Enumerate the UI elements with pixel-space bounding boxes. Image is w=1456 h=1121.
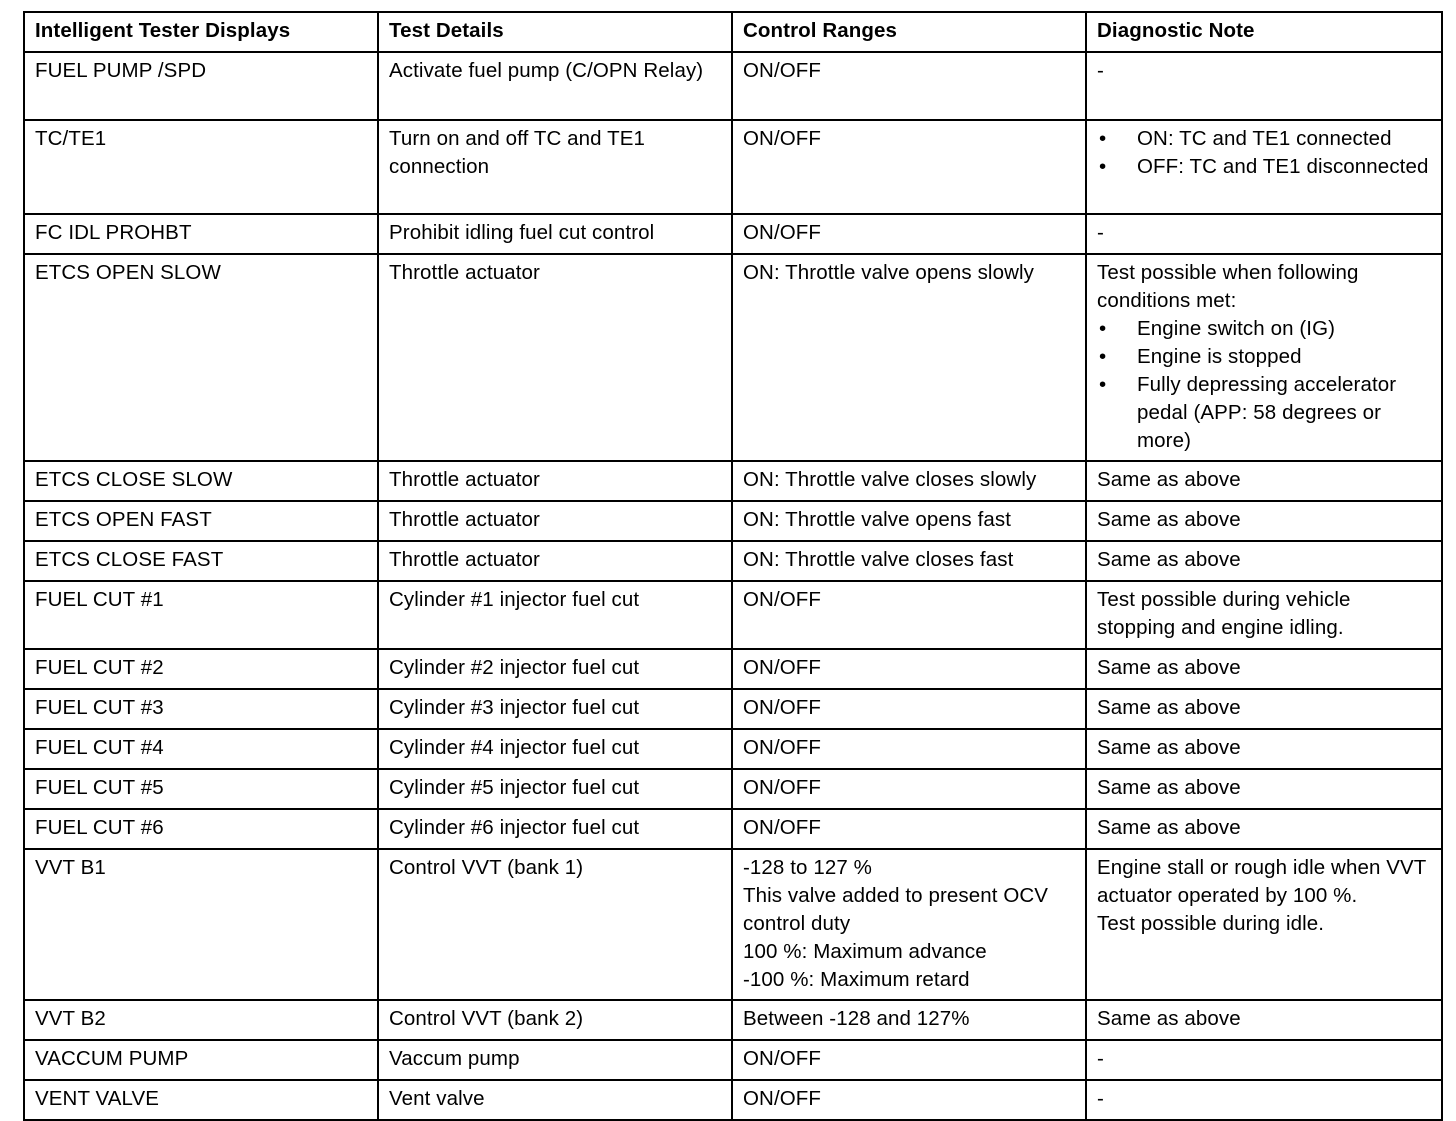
cell-test-details: Control VVT (bank 1) [378, 849, 732, 1000]
control-range-line: ON/OFF [743, 1047, 822, 1070]
cell-control-ranges [732, 689, 1086, 729]
cell-control-ranges [732, 581, 1086, 649]
note-bullet-item [1097, 153, 1431, 181]
cell-control-ranges [732, 214, 1086, 254]
cell-tester-display: ETCS CLOSE FAST [24, 541, 378, 581]
control-range-line: ON/OFF [743, 127, 822, 150]
cell-diagnostic-note [1086, 581, 1442, 649]
table-row [24, 120, 1442, 214]
cell-diagnostic-note [1086, 120, 1442, 214]
header-control-ranges: Control Ranges [732, 12, 1086, 52]
header-intelligent-tester-displays: Intelligent Tester Displays [24, 12, 378, 52]
table-row [24, 541, 1442, 581]
cell-tester-display: ETCS CLOSE SLOW [24, 461, 378, 501]
note-text: Same as above [1097, 656, 1241, 679]
cell-control-ranges [732, 120, 1086, 214]
table-body [24, 52, 1442, 1120]
control-range-line: ON: Throttle valve opens slowly [743, 261, 1034, 284]
control-range-line: ON/OFF [743, 59, 822, 82]
cell-diagnostic-note [1086, 769, 1442, 809]
note-bullet-item [1097, 371, 1431, 455]
control-range-line: ON/OFF [743, 816, 822, 839]
table-row [24, 649, 1442, 689]
cell-diagnostic-note [1086, 214, 1442, 254]
control-range-line: ON: Throttle valve closes fast [743, 548, 1014, 571]
note-text: Test possible during vehicle stopping and engine idling. [1097, 588, 1351, 639]
cell-test-details: Cylinder #2 injector fuel cut [378, 649, 732, 689]
note-text: Same as above [1097, 468, 1241, 491]
cell-test-details: Throttle actuator [378, 501, 732, 541]
note-bullet-text: OFF: TC and TE1 disconnected [1137, 155, 1429, 178]
note-text: - [1097, 1047, 1104, 1070]
cell-diagnostic-note [1086, 52, 1442, 120]
cell-diagnostic-note [1086, 1080, 1442, 1120]
cell-diagnostic-note [1086, 1000, 1442, 1040]
control-range-line: -128 to 127 % [743, 856, 872, 879]
control-range-line: 100 %: Maximum advance [743, 940, 987, 963]
note-text: Same as above [1097, 696, 1241, 719]
bullet-icon: • [1099, 373, 1107, 396]
control-range-line: ON/OFF [743, 1087, 822, 1110]
note-bullet-text: Engine switch on (IG) [1137, 317, 1336, 340]
cell-test-details: Cylinder #1 injector fuel cut [378, 581, 732, 649]
cell-test-details: Cylinder #4 injector fuel cut [378, 729, 732, 769]
note-text: Same as above [1097, 736, 1241, 759]
cell-test-details: Turn on and off TC and TE1 connection [378, 120, 732, 214]
control-range-line: ON/OFF [743, 221, 822, 244]
cell-test-details: Vaccum pump [378, 1040, 732, 1080]
note-text: - [1097, 1087, 1104, 1110]
header-test-details: Test Details [378, 12, 732, 52]
control-range-line: ON/OFF [743, 656, 822, 679]
cell-control-ranges [732, 1080, 1086, 1120]
cell-control-ranges [732, 254, 1086, 461]
cell-diagnostic-note [1086, 689, 1442, 729]
table-row [24, 1040, 1442, 1080]
note-bullet-text: ON: TC and TE1 connected [1137, 127, 1392, 150]
table-row [24, 461, 1442, 501]
cell-tester-display: FUEL CUT #5 [24, 769, 378, 809]
cell-control-ranges [732, 541, 1086, 581]
control-range-line: ON/OFF [743, 696, 822, 719]
note-bullet-item [1097, 125, 1431, 153]
cell-tester-display: FUEL CUT #2 [24, 649, 378, 689]
cell-tester-display: VVT B2 [24, 1000, 378, 1040]
cell-test-details: Cylinder #6 injector fuel cut [378, 809, 732, 849]
cell-diagnostic-note [1086, 729, 1442, 769]
cell-diagnostic-note [1086, 1040, 1442, 1080]
cell-test-details: Activate fuel pump (C/OPN Relay) [378, 52, 732, 120]
table-row [24, 729, 1442, 769]
cell-test-details: Cylinder #5 injector fuel cut [378, 769, 732, 809]
cell-control-ranges [732, 649, 1086, 689]
cell-control-ranges [732, 809, 1086, 849]
bullet-icon: • [1099, 317, 1107, 340]
table-row [24, 581, 1442, 649]
note-text: Engine stall or rough idle when VVT actuator operated by 100 %. [1097, 856, 1427, 907]
cell-tester-display: FUEL CUT #6 [24, 809, 378, 849]
cell-diagnostic-note [1086, 461, 1442, 501]
cell-tester-display: FUEL PUMP /SPD [24, 52, 378, 120]
cell-tester-display: ETCS OPEN SLOW [24, 254, 378, 461]
cell-tester-display: VACCUM PUMP [24, 1040, 378, 1080]
cell-diagnostic-note [1086, 849, 1442, 1000]
cell-tester-display: ETCS OPEN FAST [24, 501, 378, 541]
table-row [24, 689, 1442, 729]
bullet-icon: • [1099, 345, 1107, 368]
table-row [24, 214, 1442, 254]
cell-diagnostic-note [1086, 541, 1442, 581]
note-text: Test possible during idle. [1097, 912, 1325, 935]
cell-control-ranges [732, 769, 1086, 809]
table-row [24, 1080, 1442, 1120]
note-text: - [1097, 221, 1104, 244]
cell-diagnostic-note [1086, 809, 1442, 849]
cell-control-ranges [732, 849, 1086, 1000]
cell-control-ranges [732, 1000, 1086, 1040]
cell-tester-display: FUEL CUT #4 [24, 729, 378, 769]
table-row [24, 501, 1442, 541]
cell-control-ranges [732, 461, 1086, 501]
note-bullet-item [1097, 343, 1431, 371]
cell-tester-display: FUEL CUT #3 [24, 689, 378, 729]
control-range-line: Between -128 and 127% [743, 1007, 970, 1030]
control-range-line: ON/OFF [743, 588, 822, 611]
control-range-line: ON: Throttle valve closes slowly [743, 468, 1037, 491]
control-range-line: ON: Throttle valve opens fast [743, 508, 1012, 531]
active-test-table [23, 11, 1443, 1121]
cell-test-details: Cylinder #3 injector fuel cut [378, 689, 732, 729]
cell-test-details: Throttle actuator [378, 461, 732, 501]
note-bullet-text: Engine is stopped [1137, 345, 1302, 368]
cell-tester-display: FC IDL PROHBT [24, 214, 378, 254]
table-row [24, 809, 1442, 849]
control-range-line: -100 %: Maximum retard [743, 968, 970, 991]
control-range-line: This valve added to present OCV control duty [743, 884, 1049, 935]
cell-diagnostic-note [1086, 501, 1442, 541]
cell-test-details: Throttle actuator [378, 254, 732, 461]
header-row [24, 12, 1442, 52]
table-row [24, 52, 1442, 120]
note-text: Test possible when following conditions met: [1097, 261, 1359, 312]
note-text: Same as above [1097, 508, 1241, 531]
note-text: Same as above [1097, 776, 1241, 799]
note-bullet-text: Fully depressing accelerator pedal (APP: 58 degrees or more) [1137, 373, 1397, 452]
note-text: - [1097, 59, 1104, 82]
cell-tester-display: VENT VALVE [24, 1080, 378, 1120]
cell-test-details: Prohibit idling fuel cut control [378, 214, 732, 254]
cell-diagnostic-note [1086, 254, 1442, 461]
cell-control-ranges [732, 729, 1086, 769]
header-diagnostic-note: Diagnostic Note [1086, 12, 1442, 52]
table-row [24, 849, 1442, 1000]
cell-test-details: Throttle actuator [378, 541, 732, 581]
cell-control-ranges [732, 501, 1086, 541]
control-range-line: ON/OFF [743, 736, 822, 759]
cell-diagnostic-note [1086, 649, 1442, 689]
table-row [24, 1000, 1442, 1040]
note-bullet-item [1097, 315, 1431, 343]
note-text: Same as above [1097, 548, 1241, 571]
cell-tester-display: VVT B1 [24, 849, 378, 1000]
note-text: Same as above [1097, 1007, 1241, 1030]
control-range-line: ON/OFF [743, 776, 822, 799]
note-text: Same as above [1097, 816, 1241, 839]
cell-tester-display: FUEL CUT #1 [24, 581, 378, 649]
cell-control-ranges [732, 52, 1086, 120]
table-row [24, 769, 1442, 809]
table-row [24, 254, 1442, 461]
cell-control-ranges [732, 1040, 1086, 1080]
bullet-icon: • [1099, 127, 1107, 150]
cell-tester-display: TC/TE1 [24, 120, 378, 214]
cell-test-details: Control VVT (bank 2) [378, 1000, 732, 1040]
bullet-icon: • [1099, 155, 1107, 178]
cell-test-details: Vent valve [378, 1080, 732, 1120]
